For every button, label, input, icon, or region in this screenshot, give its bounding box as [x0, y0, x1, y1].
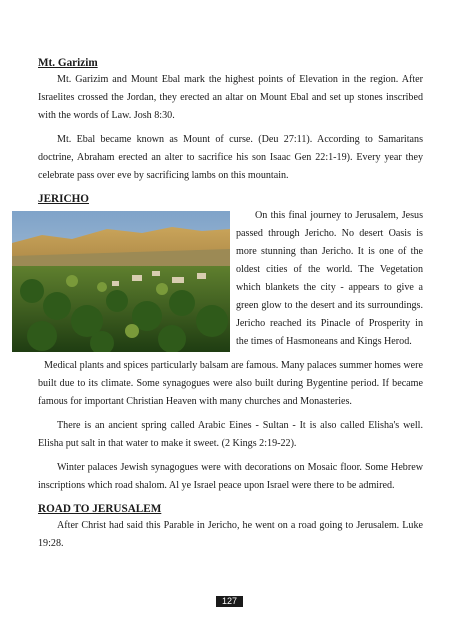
- heading-jericho: JERICHO: [38, 193, 89, 205]
- paragraph-road-1: After Christ had said this Parable in Jericho, he went on a road going to Jerusalem. Luke 19:28.: [38, 520, 423, 549]
- page-number: 127: [216, 596, 243, 607]
- heading-road-to-jerusalem: ROAD TO JERUSALEM: [38, 503, 162, 515]
- paragraph-jericho-2: Medical plants and spices particularly balsam are famous. Many palaces summer homes were built due to its climate. Some synagogues were also built during Bygentine period. If became famous for important Christian Heaven with many churches and Monasteries.: [38, 360, 423, 407]
- paragraph-jericho-3: There is an ancient spring called Arabic Eines - Sultan - It is also called Elisha's well. Elisha put salt in that water to make it sweet. (2 Kings 2:19-22).: [38, 420, 423, 449]
- paragraph-garizim-1: Mt. Garizim and Mount Ebal mark the highest points of Elevation in the region. After Israelites crossed the Jordan, they erected an altar on Mount Ebal and set up stones inscribed with the words of Law. Josh 8:30.: [38, 74, 423, 121]
- jericho-landscape-image: [12, 211, 230, 352]
- paragraph-garizim-2: Mt. Ebal became known as Mount of curse. (Deu 27:11). According to Samaritans doctrine, Abraham erected an alter to sacrifice his son Isaac Gen 22:1-19). Every year they celebrate pass over eve by sacrificing lambs on this mountain.: [38, 134, 423, 181]
- jericho-photo: [12, 211, 230, 352]
- paragraph-jericho-1: On this final journey to Jerusalem, Jesus passed through Jericho. No desert Oasis is more stunning than Jericho. It is one of the oldest cities of the world. The Vegetation which blankets the city - appears to give a green glow to the desert and its surroundings. Jericho reached its Pinacle of Prosperity in the times of Hasmoneans and Kings Herod.: [236, 210, 423, 347]
- heading-mt-garizim: Mt. Garizim: [38, 57, 98, 69]
- page-content: [38, 55, 423, 559]
- jericho-figure-block: [38, 207, 423, 417]
- paragraph-jericho-4: Winter palaces Jewish synagogues were with decorations on Mosaic floor. Some Hebrew inscriptions which road shalom. Al ye Israel peace upon Israel were there to be admired.: [38, 462, 423, 491]
